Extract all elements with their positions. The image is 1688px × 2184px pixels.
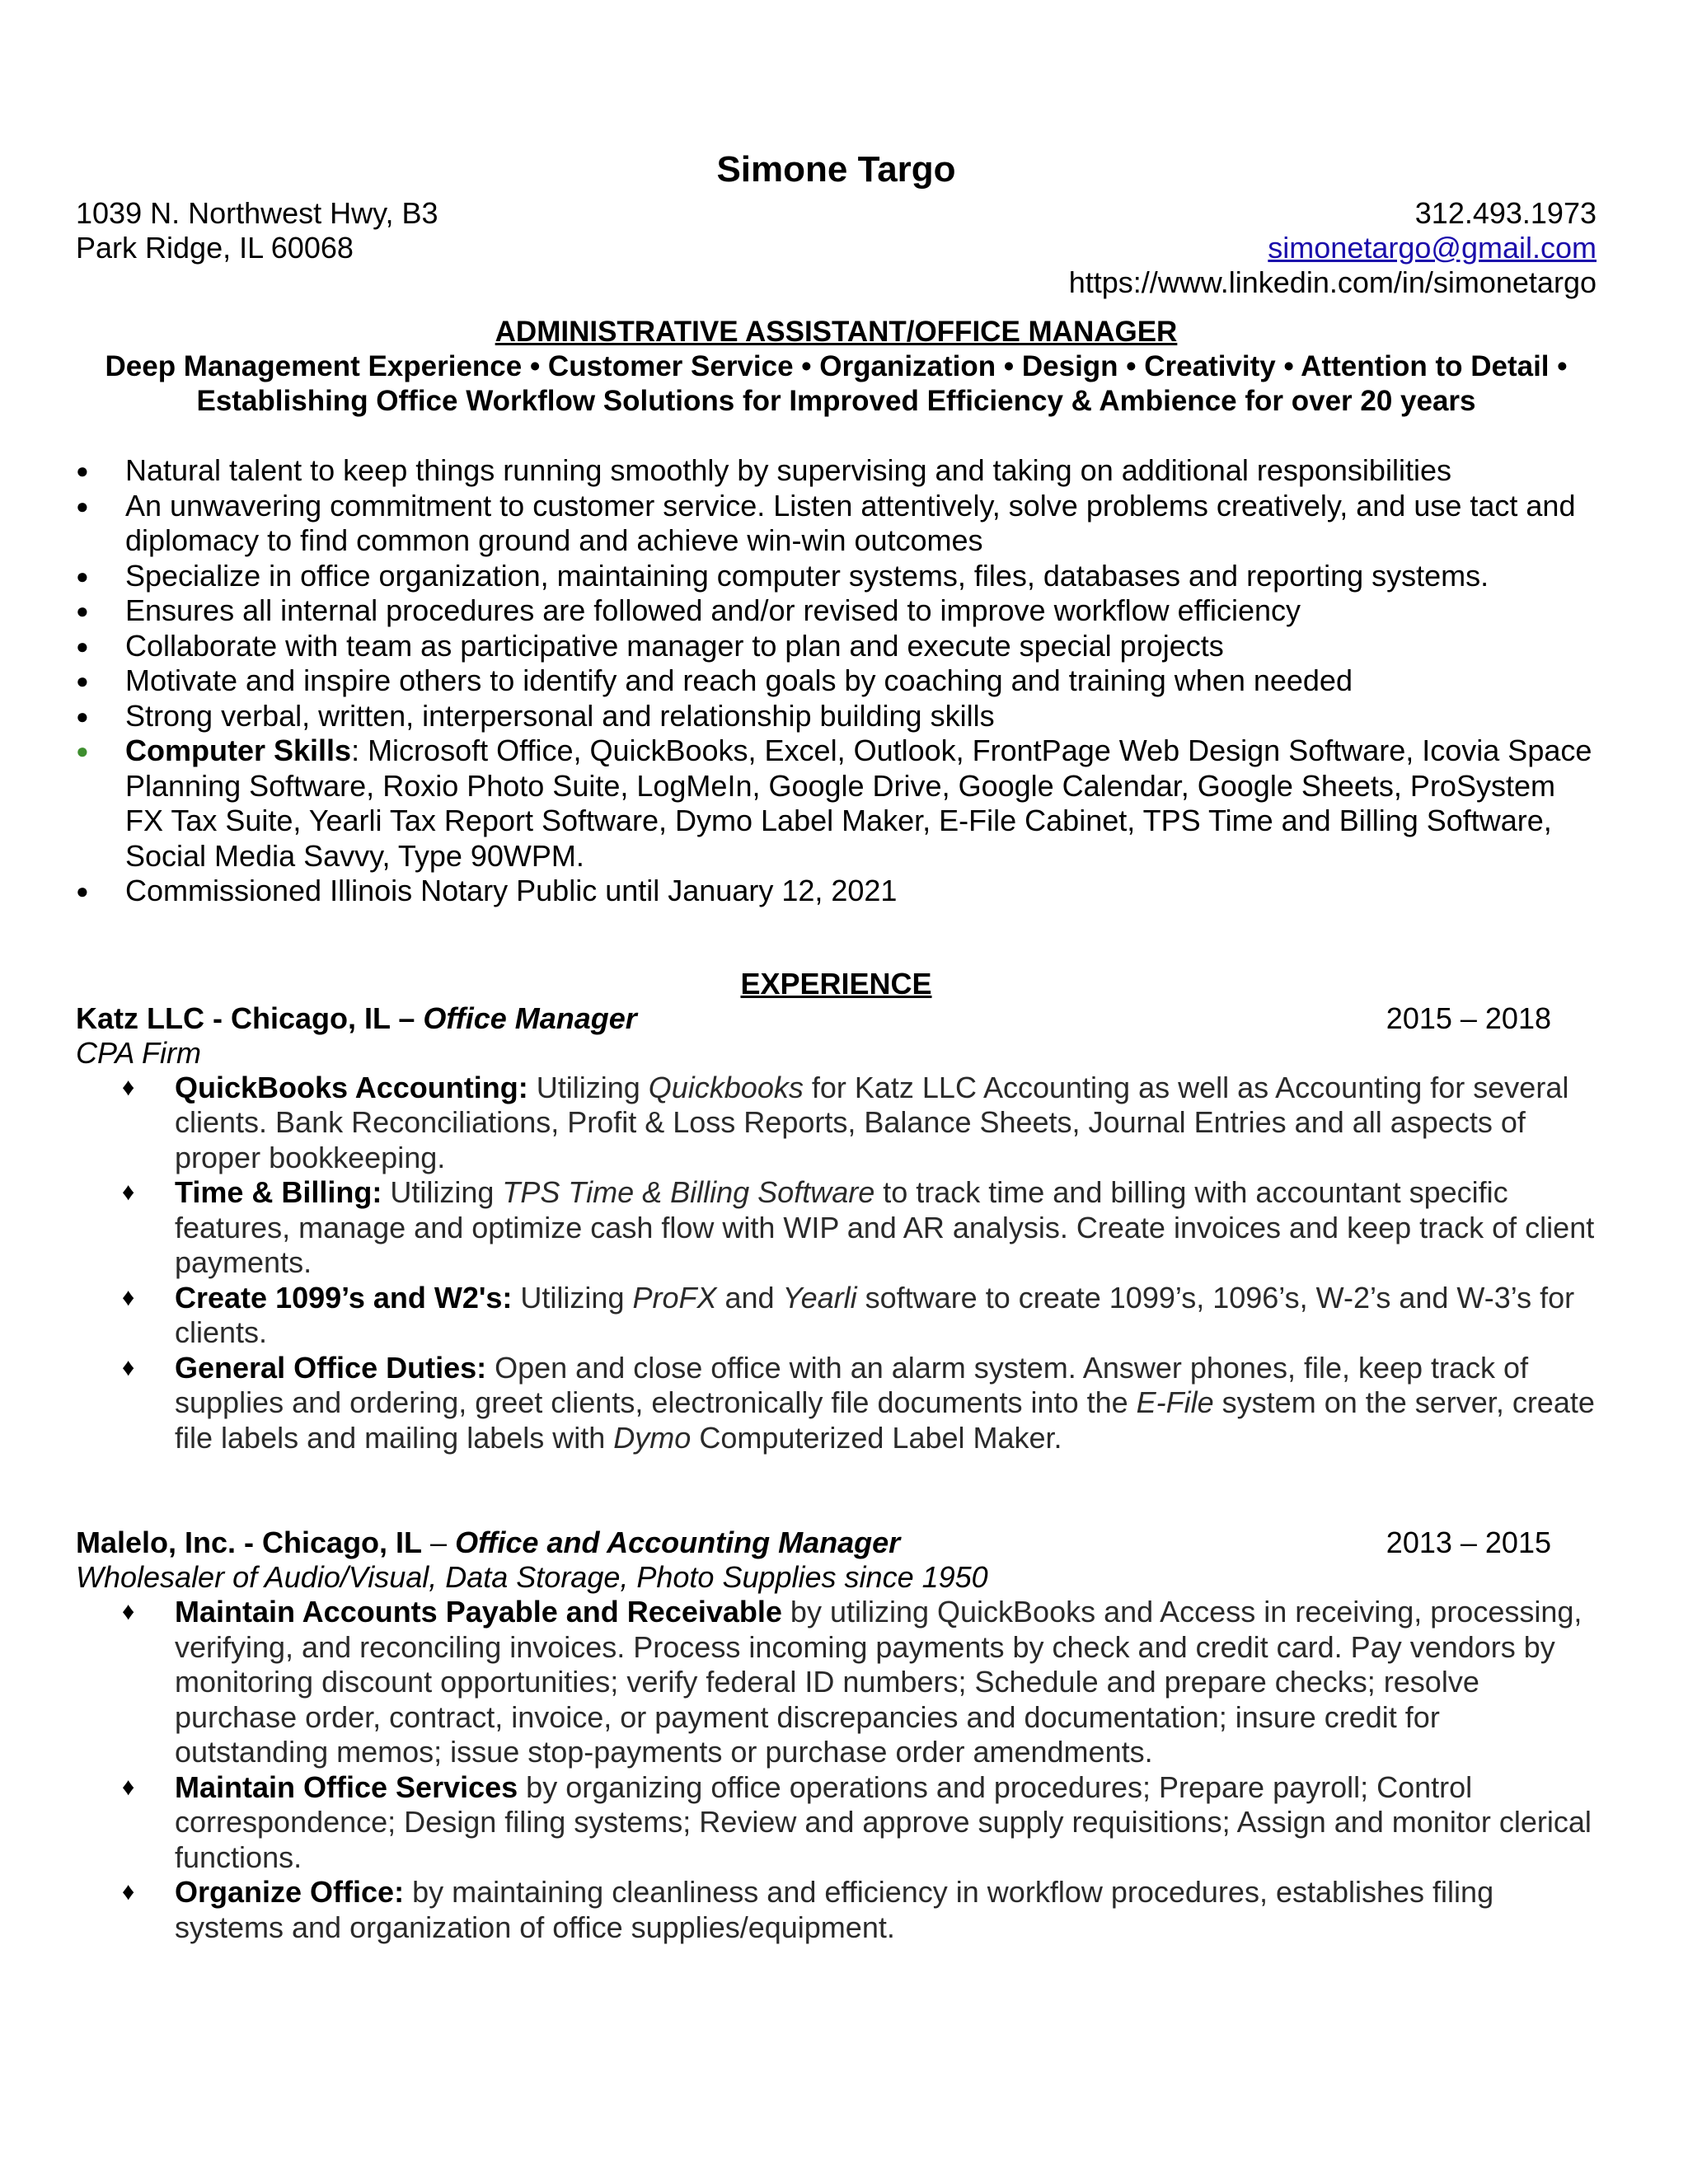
- address-line-2: Park Ridge, IL 60068: [76, 231, 354, 265]
- summary-item: ● An unwavering commitment to customer service. Listen attentively, solve problems creatively, and use tact and diplomacy to find common ground and achieve win-win outcomes: [76, 488, 1576, 557]
- duties-list: [76, 1595, 1597, 1945]
- duty-item: ♦ QuickBooks Accounting: Utilizing Quickbooks for Katz LLC Accounting as well as Accounting for several clients. Bank Reconciliations, Profit & Loss Reports, Balance Sheets, Journal Entries and all aspects of proper bookkeeping.: [122, 1070, 1569, 1174]
- contact-row-1: [76, 196, 1597, 231]
- headline: ADMINISTRATIVE ASSISTANT/OFFICE MANAGER: [495, 316, 1178, 348]
- diamond-bullet-icon: ♦: [122, 1773, 135, 1801]
- experience-heading: EXPERIENCE: [740, 966, 932, 1001]
- diamond-bullet-icon: ♦: [122, 1283, 135, 1311]
- job-dates: 2013 – 2015: [1386, 1526, 1551, 1559]
- duty-item: ♦ General Office Duties: Open and close office with an alarm system. Answer phones, file, keep track of supplies and ordering, greet clients, electronically file documents into the E-File system on the server, create file labels and mailing labels with Dymo Computerized Label Maker.: [122, 1350, 1595, 1455]
- diamond-bullet-icon: ♦: [122, 1878, 135, 1905]
- job-header: Katz LLC - Chicago, IL – Office Manager 2015 – 2018: [76, 1001, 1551, 1035]
- bullet-icon: ●: [76, 493, 89, 518]
- summary-item: ● Strong verbal, written, interpersonal and relationship building skills: [76, 698, 995, 733]
- duties-list: [76, 1071, 1597, 1456]
- job-dates: 2015 – 2018: [1386, 1001, 1551, 1035]
- job-role: Office and Accounting Manager: [455, 1526, 901, 1559]
- address-line-1: 1039 N. Northwest Hwy, B3: [76, 196, 438, 230]
- phone-number: 312.493.1973: [1414, 196, 1597, 230]
- diamond-bullet-icon: ♦: [122, 1353, 135, 1381]
- summary-list: [76, 453, 1597, 909]
- bullet-icon: ●: [76, 668, 89, 693]
- computer-skills-label: Computer Skills: [125, 733, 352, 767]
- email-link[interactable]: simonetargo@gmail.com: [1268, 231, 1597, 265]
- diamond-bullet-icon: ♦: [122, 1073, 135, 1101]
- summary-item: ● Natural talent to keep things running smoothly by supervising and taking on additional responsibilities: [76, 453, 1451, 487]
- linkedin-url: https://www.linkedin.com/in/simonetargo: [1068, 265, 1597, 299]
- diamond-bullet-icon: ♦: [122, 1179, 135, 1206]
- duty-item: ♦ Organize Office: by maintaining cleanliness and efficiency in workflow procedures, establishes filing systems and organization of office supplies/equipment.: [122, 1875, 1494, 1944]
- job-malelo: [76, 1526, 1597, 1945]
- bullet-icon: ●: [76, 633, 89, 658]
- bullet-icon: ●: [76, 598, 89, 623]
- job-role: Office Manager: [423, 1001, 637, 1035]
- company-description: Wholesaler of Audio/Visual, Data Storage, Photo Supplies since 1950: [76, 1560, 988, 1594]
- company-description: CPA Firm: [76, 1035, 201, 1070]
- summary-item: ● Specialize in office organization, maintaining computer systems, files, databases and reporting systems.: [76, 558, 1489, 593]
- duty-item: ♦ Create 1099’s and W2's: Utilizing ProFX and Yearli software to create 1099’s, 1096’s, W-2’s and W-3’s for clients.: [122, 1280, 1575, 1349]
- diamond-bullet-icon: ♦: [122, 1598, 135, 1625]
- bullet-icon: ●: [76, 879, 89, 903]
- summary-item: ● Commissioned Illinois Notary Public until January 12, 2021: [76, 874, 898, 907]
- duty-item: ♦ Maintain Office Services by organizing office operations and procedures; Prepare payroll; Control correspondence; Design filing systems; Review and approve supply requisitions; Assign and monitor clerical functions.: [122, 1769, 1592, 1874]
- duty-item: ♦ Maintain Accounts Payable and Receivable by utilizing QuickBooks and Access in receiving, processing, verifying, and reconciling invoices. Process incoming payments by check and credit card. Pay vendors by monitoring discount opportunities; verify federal ID numbers; Schedule and prepare checks; resolve purchase order, contract, invoice, or payment discrepancies and documentation; insure credit for outstanding memos; issue stop-payments or purchase order amendments.: [122, 1595, 1582, 1769]
- candidate-name: Simone Targo: [716, 149, 956, 190]
- summary-item: ● Ensures all internal procedures are followed and/or revised to improve workflow efficiency: [76, 593, 1301, 627]
- job-katz: [76, 1001, 1597, 1456]
- duty-item: ♦ Time & Billing: Utilizing TPS Time & Billing Software to track time and billing with accountant specific features, manage and optimize cash flow with WIP and AR analysis. Create invoices and keep track of client payments.: [122, 1175, 1595, 1279]
- summary-item-computer-skills: ● Computer Skills: Microsoft Office, QuickBooks, Excel, Outlook, FrontPage Web Design Software, Icovia Space Planning Software, Roxio Photo Suite, LogMeIn, Google Drive, Google Calendar, Google Sheets, ProSystem FX Tax Suite, Yearli Tax Report Software, Dymo Label Maker, E-File Cabinet, TPS Time and Billing Software, Social Media Savvy, Type 90WPM.: [76, 733, 1592, 873]
- summary-item: ● Motivate and inspire others to identify and reach goals by coaching and training when needed: [76, 663, 1353, 697]
- contact-row-2: [76, 231, 1597, 265]
- company-name: Malelo, Inc. - Chicago, IL: [76, 1526, 423, 1559]
- bullet-icon: ●: [76, 738, 89, 763]
- contact-row-3: [76, 265, 1597, 300]
- bullet-icon: ●: [76, 563, 89, 588]
- summary-item: ● Collaborate with team as participative manager to plan and execute special projects: [76, 628, 1224, 663]
- company-name: Katz LLC - Chicago, IL: [76, 1001, 391, 1035]
- bullet-icon: ●: [76, 458, 89, 483]
- bullet-icon: ●: [76, 703, 89, 729]
- resume-page: [76, 148, 1597, 1945]
- job-header: Malelo, Inc. - Chicago, IL – Office and Accounting Manager 2013 – 2015: [76, 1526, 1551, 1559]
- tagline: Deep Management Experience • Customer Service • Organization • Design • Creativity • Attention to Detail • Establishing Office Workflow Solutions for Improved Efficiency & Ambience for over 20 years: [105, 350, 1568, 417]
